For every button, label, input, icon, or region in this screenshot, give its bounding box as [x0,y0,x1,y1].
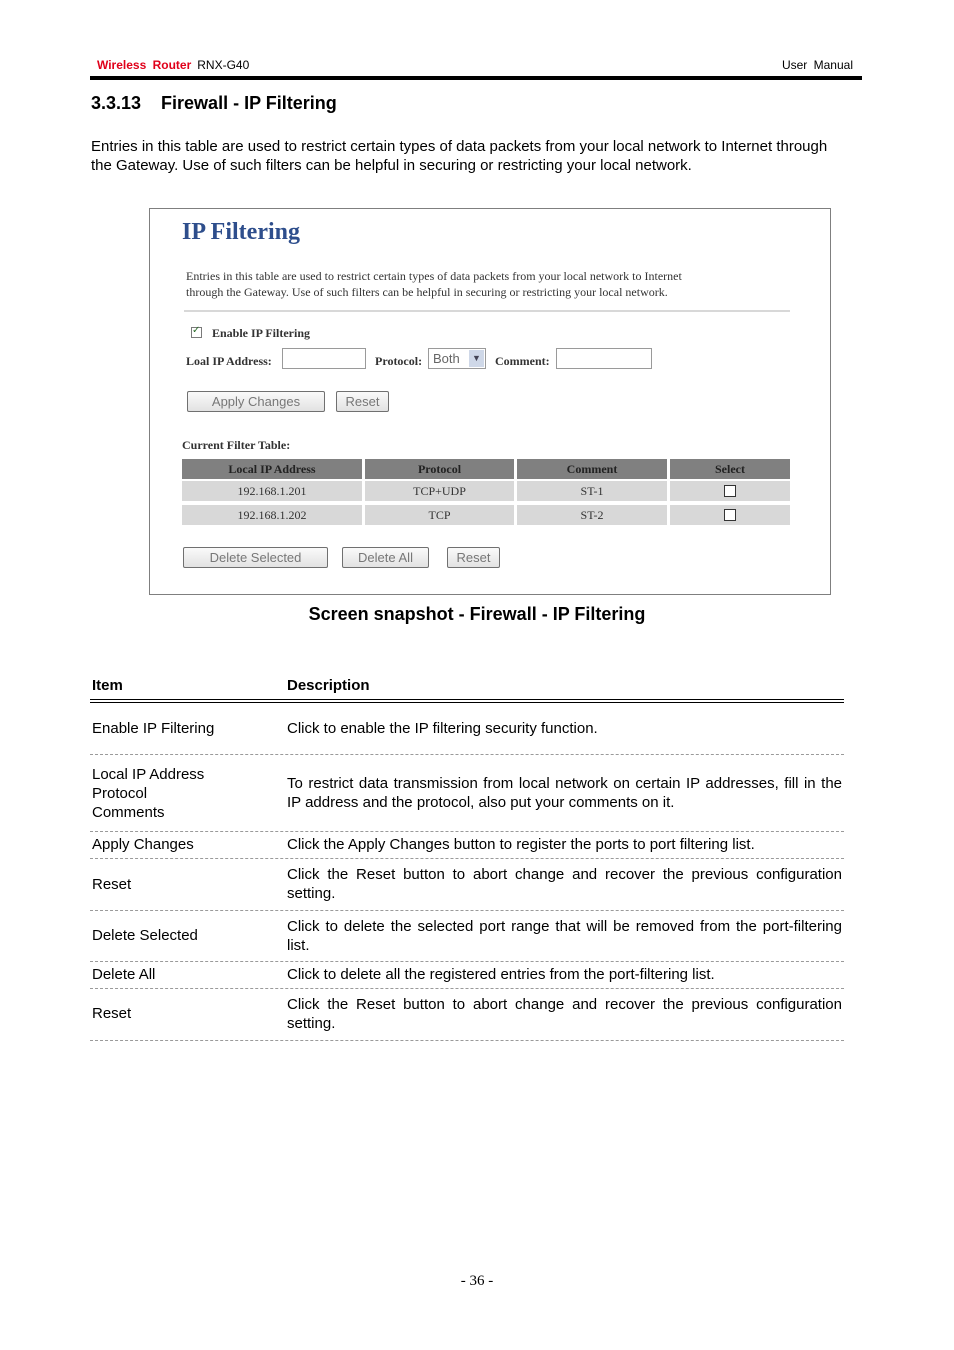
section-title-text: Firewall - IP Filtering [161,93,337,113]
enable-ip-filtering-checkbox[interactable] [191,327,202,338]
protocol-select-value: Both [433,351,460,366]
screenshot-title: IP Filtering [182,219,300,245]
divider [184,310,790,312]
comment-label: Comment: [495,354,550,368]
table-header-rule [90,699,844,700]
row-select-checkbox[interactable] [724,485,736,497]
comment-input[interactable] [556,348,652,369]
delete-selected-button[interactable]: Delete Selected [183,547,328,568]
apply-changes-button[interactable]: Apply Changes [187,391,325,412]
protocol-label: Protocol: [375,354,423,368]
local-ip-input[interactable] [282,348,366,369]
table-row [90,859,844,911]
row-select-checkbox[interactable] [724,509,736,521]
row-item: Delete All [92,966,156,983]
section-number: 3.3.13 [91,93,142,113]
column-header-comment: Comment [517,459,667,479]
row-select-cell [670,505,790,525]
row-ip: 192.168.1.202 [182,505,362,525]
row-item: Enable IP Filtering [92,720,215,737]
row-protocol: TCP+UDP [365,481,514,501]
column-header-select: Select [670,459,790,479]
row-description: Click the Apply Changes button to register the ports to port filtering list. [287,836,755,853]
row-description: Click to delete the selected port range that will be removed from the port-filtering list. [287,918,842,954]
row-item [92,765,204,822]
section-title [91,93,337,114]
table-header-item: Item [92,677,123,694]
page-number: - 36 - [460,1273,494,1289]
table-row [90,962,844,989]
row-item-comments: Comments [92,804,165,821]
ip-filtering-screenshot [149,208,831,595]
row-description: Click the Reset button to abort change and recover the previous configuration setting. [287,866,842,902]
table-row [90,911,844,962]
row-item: Reset [92,1005,132,1022]
row-description: Click to delete all the registered entries from the port-filtering list. [287,966,715,983]
screenshot-description-line1: Entries in this table are used to restrict certain types of data packets from your local network to Internet [186,269,682,283]
table-row [90,832,844,859]
reset-table-button[interactable]: Reset [447,547,500,568]
intro-paragraph: Entries in this table are used to restrict certain types of data packets from your local network to Internet through the Gateway. Use of such filters can be helpful in securing or restricting your local network. [91,138,828,174]
header-rule [90,76,862,80]
screenshot-description-line2: through the Gateway. Use of such filters can be helpful in securing or restricting your local network. [186,285,668,299]
table-row [90,703,844,755]
figure-caption: Screen snapshot - Firewall - IP Filtering [308,604,646,624]
reset-button[interactable]: Reset [336,391,389,412]
local-ip-label: Loal IP Address: [186,354,272,368]
chevron-down-icon: ▼ [469,350,484,367]
current-filter-table-title: Current Filter Table: [182,438,291,452]
table-header-description: Description [287,677,370,694]
row-item: Delete Selected [92,927,198,944]
row-protocol: TCP [365,505,514,525]
doc-header-left [97,58,249,72]
model-name: RNX-G40 [197,58,250,72]
row-comment: ST-2 [517,505,667,525]
row-ip: 192.168.1.201 [182,481,362,501]
screenshot-description [186,268,786,300]
row-item: Reset [92,876,132,893]
row-description: Click to enable the IP filtering security function. [287,720,598,737]
row-item-local-ip: Local IP Address [92,766,205,783]
table-row [90,989,844,1041]
row-item-protocol: Protocol [92,785,148,802]
enable-ip-filtering-label: Enable IP Filtering [212,326,311,340]
row-item: Apply Changes [92,836,194,853]
row-select-cell [670,481,790,501]
column-header-local-ip: Local IP Address [182,459,362,479]
delete-all-button[interactable]: Delete All [342,547,429,568]
table-row [90,755,844,832]
row-description: Click the Reset button to abort change and recover the previous configuration setting. [287,996,842,1032]
brand-name: Wireless Router [97,58,192,72]
protocol-select[interactable] [428,348,486,369]
column-header-protocol: Protocol [365,459,514,479]
row-description: To restrict data transmission from local network on certain IP addresses, fill in the IP address and the protocol, also put your comments on it. [287,775,842,811]
row-comment: ST-1 [517,481,667,501]
doc-type: User Manual [781,58,853,72]
